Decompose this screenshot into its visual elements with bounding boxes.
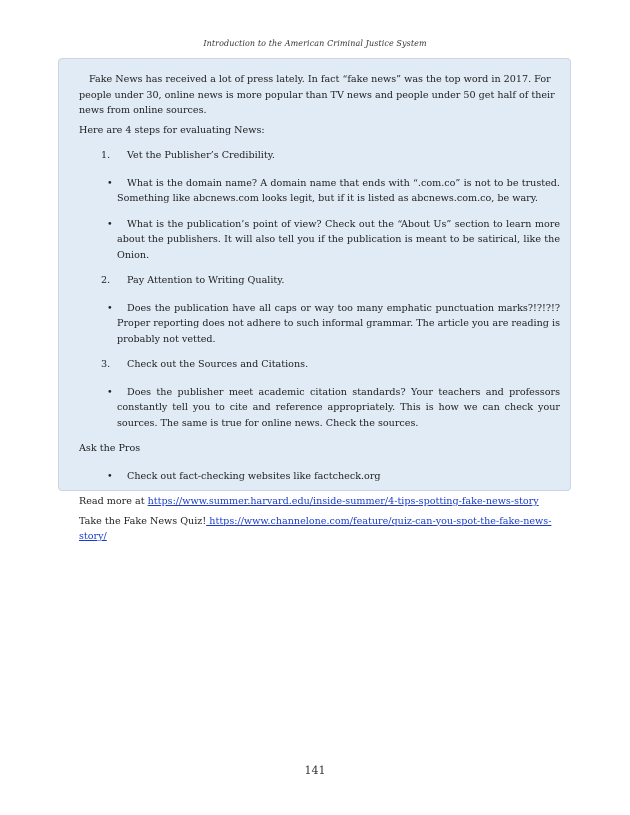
fake-news-callout-box	[58, 58, 571, 542]
bullet-marker: •	[107, 386, 113, 398]
bullet-point-of-view-text: What is the publication’s point of view? Check out the “About Us” section to learn more about the publishers. It will also tell you if the publication is meant to be satirical, like the Onion.	[117, 218, 560, 261]
bullet-citations	[79, 385, 560, 432]
bullet-writing-quality	[79, 301, 560, 348]
step-2-number: 2.	[101, 275, 111, 286]
steps-intro: Here are 4 steps for evaluating News:	[79, 124, 265, 136]
step-3-label: Check out the Sources and Citations.	[127, 359, 309, 370]
bullet-marker: •	[107, 177, 113, 189]
fake-news-quiz-link[interactable]: https://www.channelone.com/feature/quiz-can-you-spot-the-fake-news-story/	[79, 515, 552, 542]
running-header: Introduction to the American Criminal Justice System	[203, 39, 427, 48]
bullet-marker: •	[107, 470, 113, 482]
bullet-marker: •	[107, 302, 113, 314]
bullet-citations-text: Does the publisher meet academic citation standards? Your teachers and professors constantly tell you to cite and reference appropriately. This is how we can check your sources. The same is true for online news. Check the sources.	[117, 386, 560, 429]
intro-paragraph: Fake News has received a lot of press lately. In fact “fake news” was the top word in 2017. For people under 30, online news is more popular than TV news and people under 50 get half of their news from online sources.	[79, 74, 555, 116]
page-number: 141	[304, 764, 326, 777]
quiz-label: Take the Fake News Quiz!	[79, 515, 207, 527]
step-1	[79, 148, 560, 164]
bullet-writing-quality-text: Does the publication have all caps or way too many emphatic punctuation marks?!?!?!? Proper reporting does not adhere to such informal grammar. The article you are reading is probably not vetted.	[117, 302, 560, 345]
bullet-marker: •	[107, 218, 113, 230]
ask-the-pros-heading: Ask the Pros	[79, 443, 141, 454]
bullet-domain-name-text: What is the domain name? A domain name that ends with “.com.co” is not to be trusted. Something like abcnews.com looks legit, but if it is listed as abcnews.com.co, be wary.	[117, 177, 560, 204]
step-2-label: Pay Attention to Writing Quality.	[127, 275, 285, 286]
bullet-point-of-view	[79, 217, 560, 264]
harvard-article-link[interactable]: https://www.summer.harvard.edu/inside-summer/4-tips-spotting-fake-news-story	[147, 496, 539, 507]
step-1-number: 1.	[101, 150, 111, 161]
read-more-line	[79, 494, 560, 510]
bullet-fact-check-text: Check out fact-checking websites like factcheck.org	[127, 470, 381, 482]
bullet-fact-check	[79, 469, 560, 485]
step-3-number: 3.	[101, 359, 111, 370]
quiz-line	[79, 514, 560, 545]
step-1-label: Vet the Publisher’s Credibility.	[127, 150, 275, 161]
step-2	[79, 273, 560, 289]
step-3	[79, 357, 560, 373]
bullet-domain-name	[79, 176, 560, 207]
read-more-label: Read more at	[79, 496, 148, 507]
